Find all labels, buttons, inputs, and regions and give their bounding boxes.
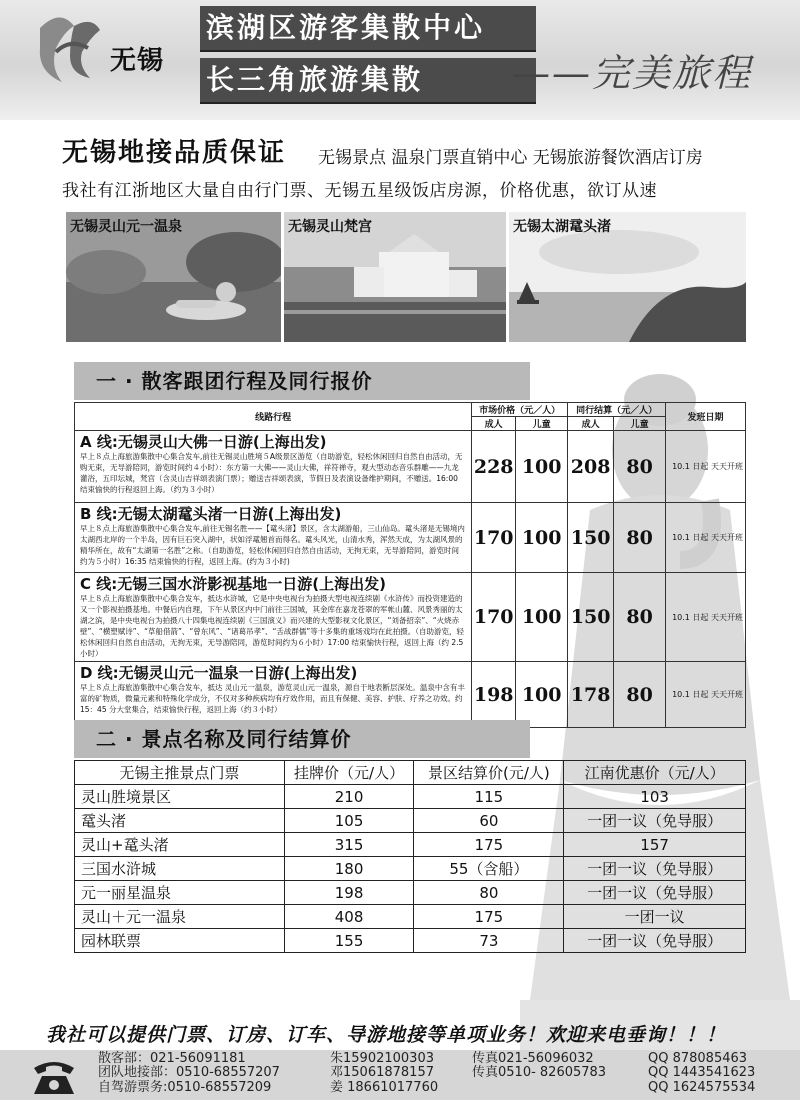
- discount-price: 一团一议（免导服）: [564, 929, 746, 953]
- photo-caption: 无锡太湖鼋头渚: [513, 219, 611, 235]
- notice-text: 我社有江浙地区大量自由行门票、无锡五星级饭店房源，价格优惠，欲订从速: [62, 181, 657, 201]
- table-row: [75, 929, 746, 953]
- route-title: A 线:无锡灵山大佛一日游(上海出发): [80, 433, 327, 451]
- contact-dept: 自驾游票务:0510-68557209: [98, 1080, 272, 1095]
- peer-child-price: 80: [614, 573, 666, 662]
- col-route: 线路行程: [75, 403, 472, 431]
- discount-price: 一团一议（免导服）: [564, 809, 746, 833]
- col-adult: 成人: [568, 417, 614, 431]
- service-slogan: 我社可以提供门票、订房、订车、导游地接等单项业务！欢迎来电垂询！！！: [46, 1024, 727, 1046]
- attraction-name: 鼋头渚: [75, 809, 285, 833]
- table-row: [75, 809, 746, 833]
- listed-price: 155: [284, 929, 414, 953]
- route-description: 早上８点上海旅游集散中心集合发车,前往无锡灵山胜境５A级景区游览（自助游览，轻松休闲回归自然自由活动，无购无束，无导游陪同，游览时间约４小时）：东方第一大佛——灵山大佛，祥符禅寺，观大型动态音乐群雕——九龙灌浴，五印坛城，梵宫（含灵山吉祥颂表演门票）；赠送吉祥颂表演，节假日及表演设备维护期间，不赠送。16:00 结束愉快的行程返回上海。（约为３小时）: [80, 452, 463, 494]
- header-tagline: ——完美旅程: [512, 51, 753, 95]
- attraction-name: 园林联票: [75, 929, 285, 953]
- contact-fax: 传真0510- 82605783: [472, 1065, 607, 1080]
- col-market-price: 市场价格（元／人）: [472, 403, 568, 417]
- photo-taihu-lake: [509, 212, 746, 342]
- logo-icon: [30, 8, 108, 86]
- market-adult-price: 170: [472, 503, 516, 573]
- peer-adult-price: 178: [568, 662, 614, 728]
- route-title: C 线:无锡三国水浒影视基地一日游(上海出发): [80, 575, 386, 593]
- contact-dept: 团队地接部：0510-68557207: [98, 1065, 280, 1080]
- market-child-price: 100: [516, 573, 568, 662]
- discount-price: 一团一议: [564, 905, 746, 929]
- col-date: 发班日期: [666, 403, 746, 431]
- contact-dept: 散客部：021-56091181: [98, 1051, 246, 1066]
- logo-city-name: 无锡: [110, 46, 165, 76]
- market-child-price: 100: [516, 503, 568, 573]
- attraction-name: 灵山+鼋头渚: [75, 833, 285, 857]
- listed-price: 198: [284, 881, 414, 905]
- listed-price: 210: [284, 785, 414, 809]
- contact-qq: QQ 878085463: [648, 1051, 748, 1066]
- table-row: [75, 662, 746, 728]
- route-price-table: [74, 402, 746, 728]
- departure-date: 10.1 日起 天天开班: [666, 431, 746, 503]
- quality-subtext: 无锡景点 温泉门票直销中心 无锡旅游餐饮酒店订房: [318, 148, 703, 168]
- market-adult-price: 228: [472, 431, 516, 503]
- departure-date: 10.1 日起 天天开班: [666, 662, 746, 728]
- settlement-price: 60: [414, 809, 564, 833]
- col-peer-price: 同行结算（元／人）: [568, 403, 666, 417]
- peer-child-price: 80: [614, 431, 666, 503]
- discount-price: 157: [564, 833, 746, 857]
- col-jiangnan-discount: 江南优惠价（元/人）: [564, 761, 746, 785]
- peer-child-price: 80: [614, 662, 666, 728]
- market-adult-price: 170: [472, 573, 516, 662]
- contact-fax: 传真021-56096032: [472, 1051, 594, 1066]
- peer-adult-price: 150: [568, 573, 614, 662]
- contact-qq: QQ 1624575534: [648, 1080, 756, 1095]
- settlement-price: 80: [414, 881, 564, 905]
- section1-heading: 一 · 散客跟团行程及同行报价: [74, 362, 530, 400]
- telephone-icon: [30, 1058, 78, 1098]
- route-description: 早上８点上海旅游集散中心集合发车,前往无锡名胜——【鼋头渚】景区，含太湖游船，三山仙岛。鼋头渚是无锡境内太湖西北岸的一个半岛，因有巨石突入湖中，状如浮鼋翘首而得名。鼋头风光，山清水秀，浑然天成，为太湖风景的精华所在，故有“太湖第一名胜”之称。（自助游览，轻松休闲回归自然自由活动，无拘无束，无导游陪同，游览时间约为５小时）16:35 结束愉快的行程，返回上海。(约为３小时): [80, 524, 465, 566]
- photo-hot-spring: [66, 212, 281, 342]
- settlement-price: 115: [414, 785, 564, 809]
- departure-date: 10.1 日起 天天开班: [666, 573, 746, 662]
- attraction-name: 三国水浒城: [75, 857, 285, 881]
- contact-person: 邓15061878157: [330, 1065, 434, 1080]
- attraction-name: 灵山＋元一温泉: [75, 905, 285, 929]
- settlement-price: 175: [414, 905, 564, 929]
- market-adult-price: 198: [472, 662, 516, 728]
- col-adult: 成人: [472, 417, 516, 431]
- market-child-price: 100: [516, 662, 568, 728]
- listed-price: 105: [284, 809, 414, 833]
- quality-heading: 无锡地接品质保证: [62, 138, 287, 168]
- photo-caption: 无锡灵山元一温泉: [70, 219, 182, 235]
- route-description: 早上８点上海旅游集散中心集合发车，抵达 灵山元一温泉，游览灵山元一温泉，源自于地表断层深处。温泉中含有丰富的矿物质，微量元素和特殊化学成分，不仅对多种疾病均有疗效作用，而且有保健、美容、护肤、疗养之功效。约 15：45 分大堂集合，结束愉快行程，返回上海（约３小时）: [80, 683, 465, 714]
- col-scenic-settlement: 景区结算价(元/人): [414, 761, 564, 785]
- attraction-name: 元一丽星温泉: [75, 881, 285, 905]
- discount-price: 一团一议（免导服）: [564, 881, 746, 905]
- listed-price: 180: [284, 857, 414, 881]
- settlement-price: 175: [414, 833, 564, 857]
- table-row: [75, 503, 746, 573]
- col-child: 儿童: [516, 417, 568, 431]
- col-listed-price: 挂牌价（元/人）: [284, 761, 414, 785]
- table-row: [75, 573, 746, 662]
- route-description: 早上８点上海旅游集散中心集合发车，抵达水浒城，它是中央电视台为拍摄大型电视连续剧《水浒传》而投资建造的又一个影视拍摄基地。中餐后内自理，下午从景区内中门前往三国城，其金库在嘉龙苍翠的军帐山麓、风景秀丽的太湖之滨，是中央电视台为拍摄八十四集电视连续剧《三国演义》而兴建的大型影视文化景区，“刘备招亲”、“火烧赤壁”、“横塑赋诗”、“草船借箭”、“曾东风”、“诸葛吊孝”、“舌战群儒”等十多集的重场戏均在此拍摄。（自助游览，轻松休闲回归自然自由活动，无拘无束，无导游陪同，游览时间约为６小时）17:00 结束愉快行程，返回上海（约 2.5 小时）: [80, 594, 464, 658]
- contact-qq: QQ 1443541623: [648, 1065, 756, 1080]
- route-title: D 线:无锡灵山元一温泉一日游(上海出发): [80, 664, 358, 682]
- peer-adult-price: 150: [568, 503, 614, 573]
- departure-date: 10.1 日起 天天开班: [666, 503, 746, 573]
- settlement-price: 55（含船）: [414, 857, 564, 881]
- contact-person: 朱15902100303: [330, 1051, 434, 1066]
- photo-brahma-palace: [284, 212, 506, 342]
- header-title-line1: 滨湖区游客集散中心: [200, 6, 536, 52]
- peer-adult-price: 208: [568, 431, 614, 503]
- settlement-price: 73: [414, 929, 564, 953]
- table-row: [75, 785, 746, 809]
- table-row: [75, 881, 746, 905]
- table-row: [75, 857, 746, 881]
- photo-caption: 无锡灵山梵宫: [288, 219, 372, 235]
- listed-price: 315: [284, 833, 414, 857]
- col-attraction: 无锡主推景点门票: [75, 761, 285, 785]
- listed-price: 408: [284, 905, 414, 929]
- section2-heading: 二 · 景点名称及同行结算价: [74, 720, 530, 758]
- attraction-name: 灵山胜境景区: [75, 785, 285, 809]
- table-row: [75, 833, 746, 857]
- header-title-line2: 长三角旅游集散: [200, 58, 536, 104]
- contact-person: 姜 18661017760: [330, 1080, 439, 1095]
- header-banner: [0, 0, 800, 120]
- table-row: [75, 431, 746, 503]
- col-child: 儿童: [614, 417, 666, 431]
- discount-price: 103: [564, 785, 746, 809]
- peer-child-price: 80: [614, 503, 666, 573]
- photo-strip: [66, 212, 746, 342]
- discount-price: 一团一议（免导服）: [564, 857, 746, 881]
- market-child-price: 100: [516, 431, 568, 503]
- route-title: B 线:无锡太湖鼋头渚一日游(上海出发): [80, 505, 342, 523]
- attraction-price-table: [74, 760, 746, 953]
- table-row: [75, 905, 746, 929]
